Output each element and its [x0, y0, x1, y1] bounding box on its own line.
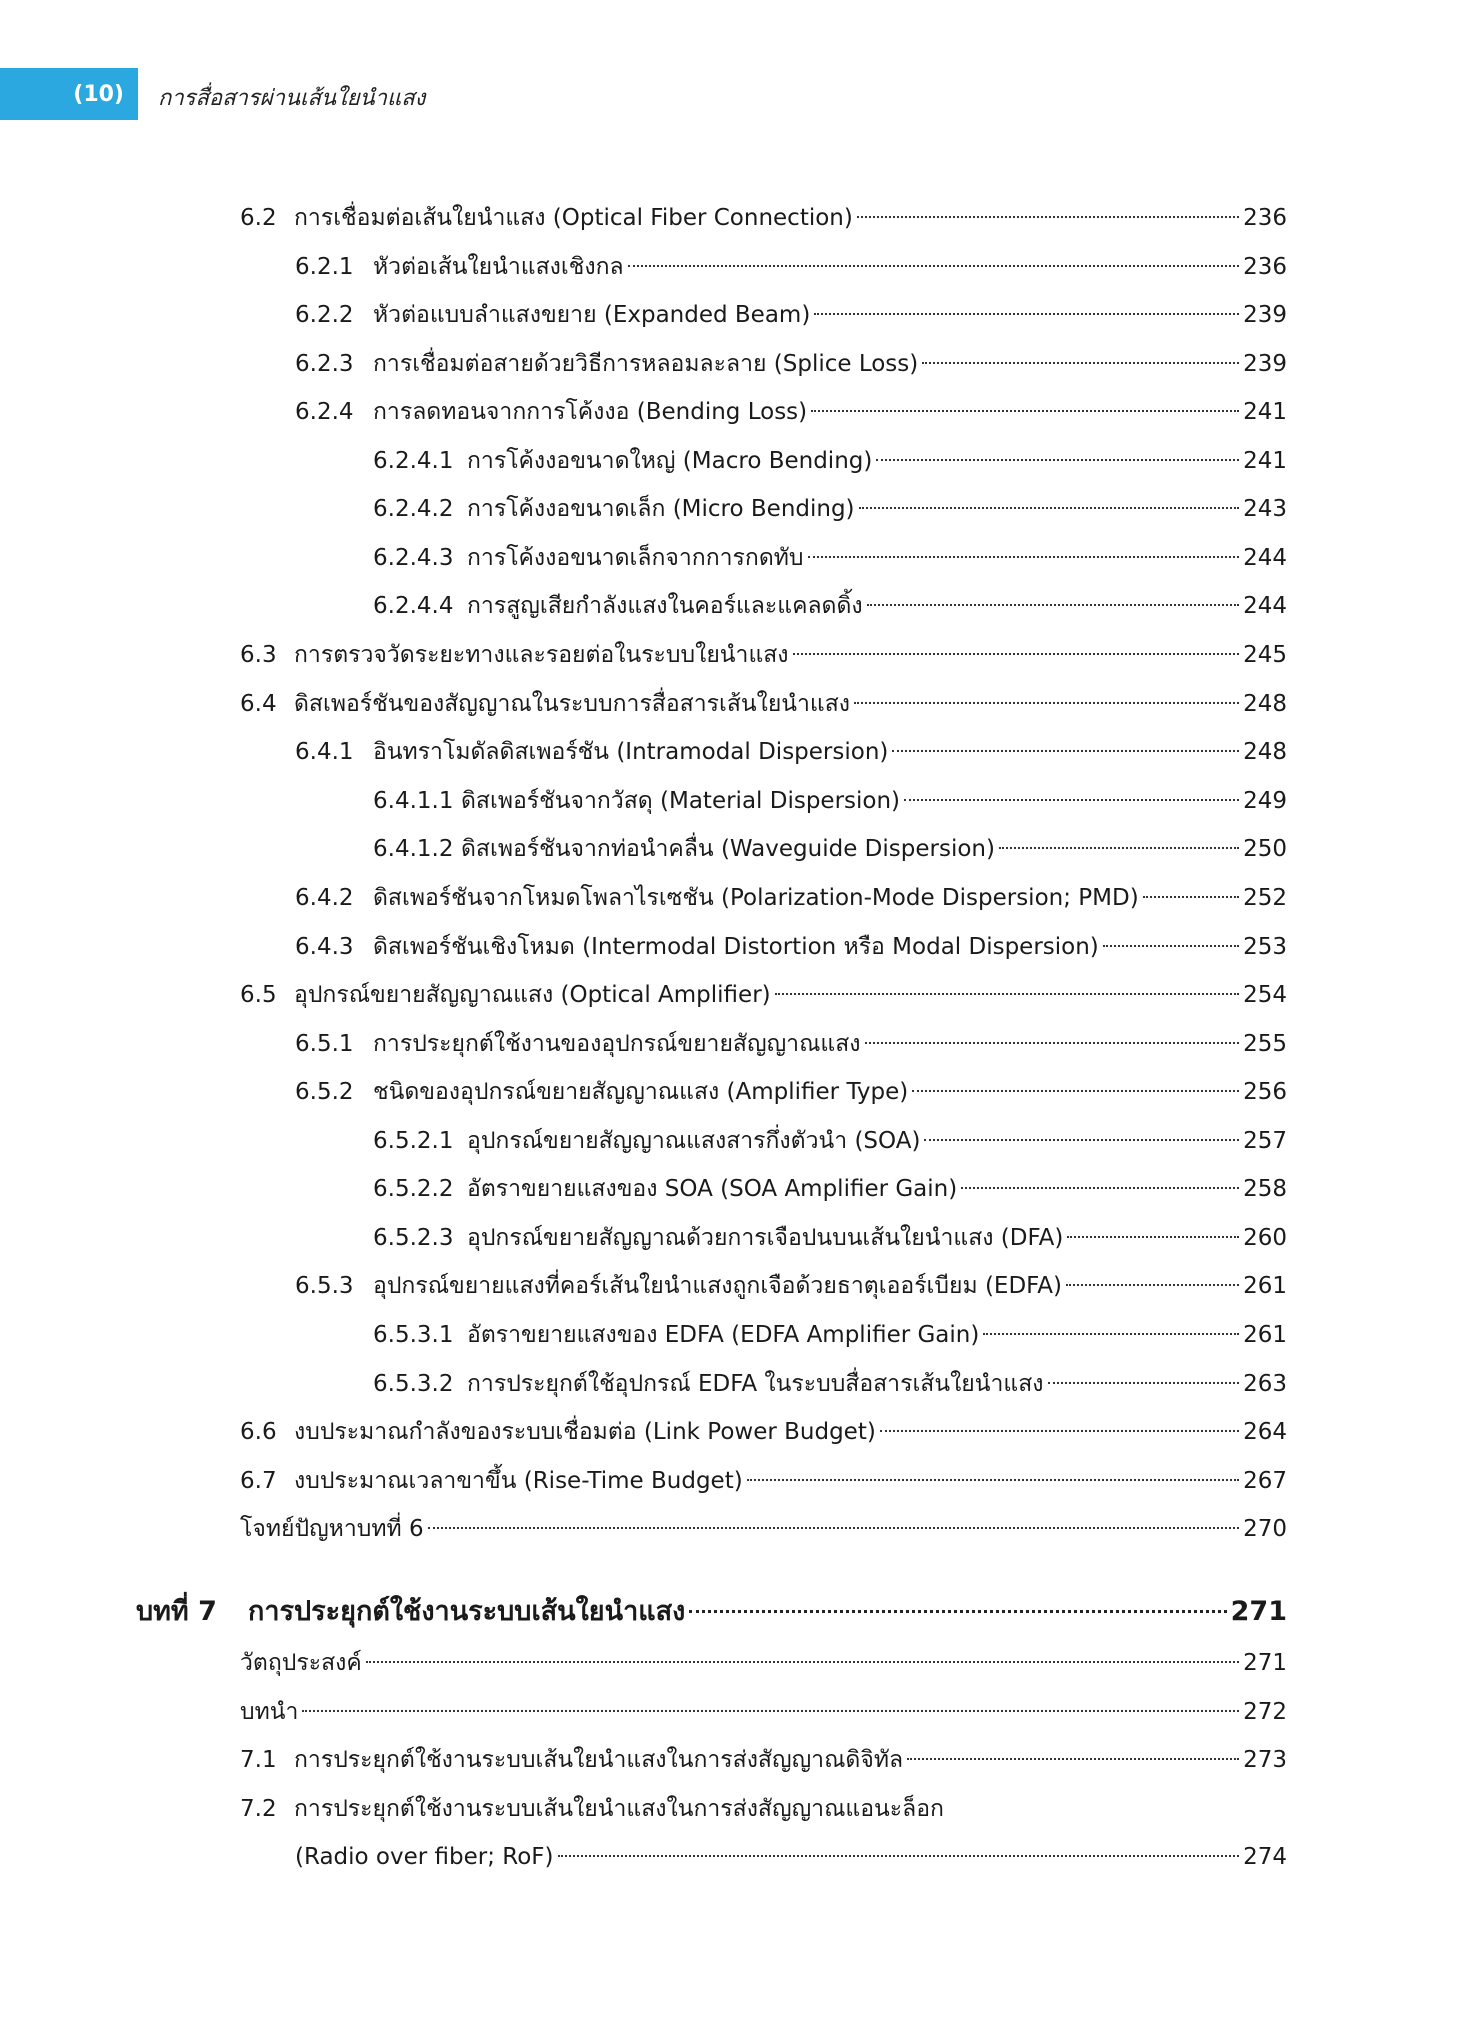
toc-number: 6.4.3 [295, 934, 354, 960]
toc-page: 250 [1243, 836, 1287, 862]
toc-entry-continuation[interactable] [295, 1839, 1287, 1875]
toc-title: ดิสเพอร์ชันจากท่อนำคลื่น (Waveguide Dispersion) [461, 836, 995, 862]
dot-leader [628, 265, 1239, 267]
toc-title: ดิสเพอร์ชันจากวัสดุ (Material Dispersion) [461, 788, 901, 814]
toc-page: 236 [1243, 205, 1287, 231]
toc-page: 249 [1243, 788, 1287, 814]
toc-number: 6.2.3 [295, 351, 354, 377]
toc-page: 241 [1243, 399, 1287, 425]
toc-number: 6.5.3.2 [373, 1371, 454, 1397]
toc-title: บทนำ [240, 1699, 299, 1725]
toc-title: การสูญเสียกำลังแสงในคอร์และแคลดดิ้ง [467, 593, 863, 619]
toc-number: 6.5.2 [295, 1079, 354, 1105]
toc-entry[interactable] [240, 1414, 1287, 1450]
toc-title: (Radio over fiber; RoF) [295, 1844, 554, 1870]
toc-number: 6.5.2.3 [373, 1225, 454, 1251]
toc-number: 6.3 [240, 642, 277, 668]
toc-title: งบประมาณกำลังของระบบเชื่อมต่อ (Link Power Budget) [294, 1419, 876, 1445]
toc-entry[interactable] [295, 734, 1287, 770]
toc-entry[interactable] [240, 1694, 1287, 1730]
toc-entry[interactable] [295, 880, 1287, 916]
dot-leader [366, 1661, 1239, 1663]
toc-entry[interactable] [295, 1026, 1287, 1062]
toc-entry[interactable] [373, 491, 1287, 527]
toc-entry[interactable] [373, 1171, 1287, 1207]
toc-number: 7.1 [240, 1747, 277, 1773]
toc-number: 6.4.1.1 [373, 788, 454, 814]
toc-page: 258 [1243, 1176, 1287, 1202]
toc-number: 6.2.4.4 [373, 593, 454, 619]
toc-page: 272 [1243, 1699, 1287, 1725]
toc-page: 248 [1243, 739, 1287, 765]
toc-page: 254 [1243, 982, 1287, 1008]
toc-title: อุปกรณ์ขยายสัญญาณแสง (Optical Amplifier) [294, 982, 771, 1008]
dot-leader [857, 216, 1239, 218]
toc-page: 264 [1243, 1419, 1287, 1445]
toc-number: 6.2.4.1 [373, 448, 454, 474]
toc-entry[interactable] [373, 1366, 1287, 1402]
dot-leader [747, 1479, 1239, 1481]
toc-page: 244 [1243, 545, 1287, 571]
dot-leader [859, 507, 1240, 509]
toc-page: 244 [1243, 593, 1287, 619]
toc-page: 261 [1243, 1322, 1287, 1348]
toc-entry[interactable] [240, 637, 1287, 673]
toc-entry[interactable] [240, 1463, 1287, 1499]
dot-leader [1048, 1382, 1240, 1384]
toc-number: 6.2.2 [295, 302, 354, 328]
dot-leader [428, 1527, 1239, 1529]
toc-title: ชนิดของอุปกรณ์ขยายสัญญาณแสง (Amplifier Type) [373, 1079, 909, 1105]
toc-entry[interactable] [295, 249, 1287, 285]
toc-chapter-number: บทที่ 7 [136, 1596, 217, 1627]
dot-leader [775, 993, 1239, 995]
toc-page: 248 [1243, 691, 1287, 717]
dot-leader [892, 750, 1239, 752]
toc-title: การโค้งงอขนาดเล็ก (Micro Bending) [467, 496, 855, 522]
toc-page: 255 [1243, 1031, 1287, 1057]
dot-leader [1066, 1284, 1239, 1286]
toc-title: หัวต่อเส้นใยนำแสงเชิงกล [373, 254, 624, 280]
toc-title: การเชื่อมต่อสายด้วยวิธีการหลอมละลาย (Splice Loss) [373, 351, 919, 377]
toc-page: 271 [1230, 1596, 1287, 1627]
toc-title: วัตถุประสงค์ [240, 1650, 362, 1676]
toc-title: ดิสเพอร์ชันของสัญญาณในระบบการสื่อสารเส้นใยนำแสง [294, 691, 851, 717]
toc-number: 6.5.1 [295, 1031, 354, 1057]
toc-title: การประยุกต์ใช้อุปกรณ์ EDFA ในระบบสื่อสารเส้นใยนำแสง [467, 1371, 1044, 1397]
toc-entry[interactable] [240, 1645, 1287, 1681]
toc-title: อุปกรณ์ขยายสัญญาณแสงสารกึ่งตัวนำ (SOA) [467, 1128, 921, 1154]
toc-title: อุปกรณ์ขยายแสงที่คอร์เส้นใยนำแสงถูกเจือด้วยธาตุเออร์เบียม (EDFA) [373, 1273, 1063, 1299]
toc-page: 261 [1243, 1273, 1287, 1299]
toc-number: 6.4 [240, 691, 277, 717]
toc-number: 6.2.4.2 [373, 496, 454, 522]
toc-number: 6.7 [240, 1468, 277, 1494]
toc-page: 245 [1243, 642, 1287, 668]
dot-leader [1103, 945, 1239, 947]
dot-leader [907, 1758, 1239, 1760]
toc-number: 6.2.4 [295, 399, 354, 425]
toc-title: โจทย์ปัญหาบทที่ 6 [240, 1516, 424, 1542]
running-header-title: การสื่อสารผ่านเส้นใยนำแสง [158, 86, 426, 111]
dot-leader [302, 1710, 1239, 1712]
dot-leader [865, 1042, 1240, 1044]
toc-number: 6.5.3 [295, 1273, 354, 1299]
dot-leader [880, 1430, 1239, 1432]
toc-entry[interactable] [295, 346, 1287, 382]
dot-leader [876, 459, 1239, 461]
toc-page: 274 [1243, 1844, 1287, 1870]
toc-entry[interactable] [373, 1123, 1287, 1159]
dot-leader [999, 847, 1239, 849]
toc-title: อินทราโมดัลดิสเพอร์ชัน (Intramodal Dispersion) [373, 739, 889, 765]
toc-title: งบประมาณเวลาขาขึ้น (Rise-Time Budget) [294, 1468, 743, 1494]
toc-entry[interactable] [295, 1268, 1287, 1304]
dot-leader [854, 702, 1239, 704]
toc-number: 6.4.1 [295, 739, 354, 765]
page-number: (10) [73, 81, 124, 107]
toc-page: 271 [1243, 1650, 1287, 1676]
toc-entry[interactable] [240, 1791, 944, 1827]
toc-chapter-title: การประยุกต์ใช้งานระบบเส้นใยนำแสง [248, 1596, 686, 1627]
toc-page: 270 [1243, 1516, 1287, 1542]
dot-leader [961, 1187, 1239, 1189]
toc-page: 236 [1243, 254, 1287, 280]
toc-number: 6.4.1.2 [373, 836, 454, 862]
toc-page: 252 [1243, 885, 1287, 911]
toc-entry[interactable] [240, 686, 1287, 722]
dot-leader [689, 1610, 1226, 1613]
toc-page: 243 [1243, 496, 1287, 522]
toc-number: 6.2.1 [295, 254, 354, 280]
toc-page: 260 [1243, 1225, 1287, 1251]
toc-title: อัตราขยายแสงของ EDFA (EDFA Amplifier Gain) [467, 1322, 980, 1348]
toc-number: 6.6 [240, 1419, 277, 1445]
toc-number: 6.5.3.1 [373, 1322, 454, 1348]
toc-entry[interactable] [373, 588, 1287, 624]
dot-leader [793, 653, 1240, 655]
dot-leader [811, 410, 1239, 412]
dot-leader [904, 799, 1239, 801]
toc-title: หัวต่อแบบลำแสงขยาย (Expanded Beam) [373, 302, 811, 328]
toc-title: การโค้งงอขนาดใหญ่ (Macro Bending) [467, 448, 873, 474]
toc-number: 6.5.2.2 [373, 1176, 454, 1202]
toc-page: 253 [1243, 934, 1287, 960]
toc-entry[interactable] [373, 540, 1287, 576]
toc-entry[interactable] [295, 1074, 1287, 1110]
toc-entry[interactable] [295, 929, 1287, 965]
toc-entry[interactable] [240, 200, 1287, 236]
toc-title: ดิสเพอร์ชันจากโหมดโพลาไรเซชัน (Polarization-Mode Dispersion; PMD) [373, 885, 1139, 911]
toc-title: อุปกรณ์ขยายสัญญาณด้วยการเจือปนบนเส้นใยนำแสง (DFA) [467, 1225, 1064, 1251]
dot-leader [1143, 896, 1239, 898]
toc-entry[interactable] [373, 831, 1287, 867]
toc-chapter-entry[interactable] [136, 1594, 1287, 1630]
toc-entry[interactable] [240, 1742, 1287, 1778]
toc-title: การโค้งงอขนาดเล็กจากการกดทับ [467, 545, 804, 571]
toc-page: 257 [1243, 1128, 1287, 1154]
dot-leader [983, 1333, 1239, 1335]
toc-number: 6.5.2.1 [373, 1128, 454, 1154]
toc-number: 6.4.2 [295, 885, 354, 911]
toc-entry[interactable] [373, 1317, 1287, 1353]
toc-entry[interactable] [373, 1220, 1287, 1256]
toc-title: การตรวจวัดระยะทางและรอยต่อในระบบใยนำแสง [294, 642, 789, 668]
toc-number: 6.2.4.3 [373, 545, 454, 571]
toc-page: 239 [1243, 302, 1287, 328]
toc-page: 256 [1243, 1079, 1287, 1105]
toc-page: 267 [1243, 1468, 1287, 1494]
toc-entry[interactable] [373, 783, 1287, 819]
toc-title: การเชื่อมต่อเส้นใยนำแสง (Optical Fiber Connection) [294, 205, 853, 231]
toc-entry[interactable] [295, 394, 1287, 430]
toc-entry[interactable] [240, 977, 1287, 1013]
dot-leader [808, 556, 1240, 558]
toc-title: การประยุกต์ใช้งานของอุปกรณ์ขยายสัญญาณแสง [373, 1031, 861, 1057]
dot-leader [1067, 1236, 1239, 1238]
toc-number: 7.2 [240, 1796, 277, 1822]
toc-entry[interactable] [373, 443, 1287, 479]
toc-title: การประยุกต์ใช้งานระบบเส้นใยนำแสงในการส่งสัญญาณแอนะล็อก [294, 1796, 944, 1822]
toc-title: อัตราขยายแสงของ SOA (SOA Amplifier Gain) [467, 1176, 958, 1202]
toc-page: 239 [1243, 351, 1287, 377]
toc-entry[interactable] [295, 297, 1287, 333]
toc-title: ดิสเพอร์ชันเชิงโหมด (Intermodal Distortion หรือ Modal Dispersion) [373, 934, 1099, 960]
toc-number: 6.5 [240, 982, 277, 1008]
dot-leader [814, 313, 1239, 315]
toc-entry[interactable] [240, 1511, 1287, 1547]
dot-leader [912, 1090, 1239, 1092]
toc-page: 241 [1243, 448, 1287, 474]
dot-leader [922, 362, 1239, 364]
toc-title: การประยุกต์ใช้งานระบบเส้นใยนำแสงในการส่งสัญญาณดิจิทัล [294, 1747, 904, 1773]
dot-leader [558, 1855, 1240, 1857]
toc-page: 273 [1243, 1747, 1287, 1773]
dot-leader [867, 604, 1239, 606]
toc-number: 6.2 [240, 205, 277, 231]
toc-title: การลดทอนจากการโค้งงอ (Bending Loss) [373, 399, 808, 425]
toc-page: 263 [1243, 1371, 1287, 1397]
dot-leader [924, 1139, 1239, 1141]
